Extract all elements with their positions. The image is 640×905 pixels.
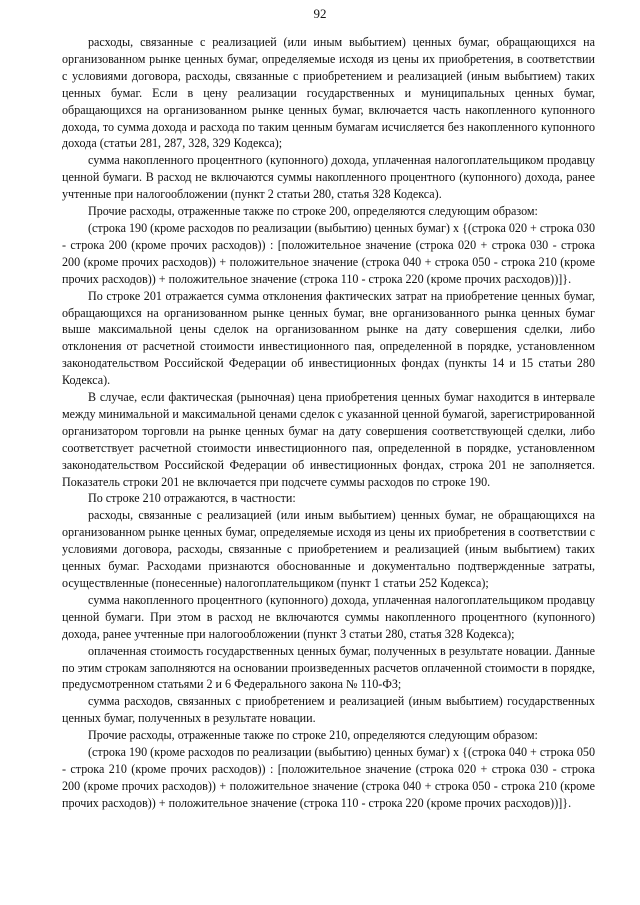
formula-paragraph: (строка 190 (кроме расходов по реализации (выбытию) ценных бумаг) x {(строка 040 + строка 050 - строка 210 (кроме прочих расходов)) : [положительное значение (строка 020 + строка 030 - строка 200 (кроме прочих расходов)) + положительное значение (строка 040 + строка 050 - строка 210 (кроме прочих расходов)) + положительное значение (строка 110 - строка 220 (кроме прочих расходов))]}. (62, 745, 595, 810)
paragraph: сумма накопленного процентного (купонного) дохода, уплаченная налогоплательщиком продавцу ценной бумаги. В расход не включаются суммы накопленного процентного (купонного) дохода, ранее учтенные при налогообложении (пункт 2 статьи 280, статья 328 Кодекса). (62, 153, 595, 202)
paragraph: сумма расходов, связанных с приобретением и реализацией (иным выбытием) государственных ценных бумаг, полученных в результате новации. (62, 694, 595, 726)
paragraph: Прочие расходы, отраженные также по строке 210, определяются следующим образом: (88, 728, 538, 743)
paragraph: сумма накопленного процентного (купонного) дохода, уплаченная налогоплательщиком продавцу ценной бумаги. При этом в расход не включаются суммы накопленного процентного (купонного) дохода, ранее учтенные при налогообложении (пункт 3 статьи 280, статья 328 Кодекса); (62, 592, 595, 641)
document-body (62, 34, 595, 812)
paragraph: По строке 210 отражаются, в частности: (88, 491, 296, 506)
paragraph: По строке 201 отражается сумма отклонения фактических затрат на приобретение ценных бумаг, обращающихся на организованном рынке ценных бумаг, вне организованного рынка ценных бумаг выше максимальной цены сделок на организованном рынке на дату совершения сделки, либо отклонения от расчетной стоимости инвестиционного пая, определенной в порядке, установленном законодательством Российской Федерации об инвестиционных фондах (пункты 14 и 15 статьи 280 Кодекса). (62, 288, 595, 388)
paragraph: оплаченная стоимость государственных ценных бумаг, полученных в результате новации. Данные по этим строкам заполняются на основании произведенных расчетов оплаченной стоимости в порядке, предусмотренном статьями 2 и 6 Федерального закона № 110-ФЗ; (62, 643, 595, 692)
page-number: 92 (313, 6, 327, 21)
paragraph: расходы, связанные с реализацией (или иным выбытием) ценных бумаг, не обращающихся на организованном рынке ценных бумаг, определяемые исходя из цены их приобретения в соответствии с условиями договора, расходы, связанные с приобретением и реализацией (иным выбытием) таких ценных бумаг. Расходами признаются обоснованные и документально подтвержденные затраты, осуществленные (понесенные) налогоплательщиком (пункт 1 статьи 252 Кодекса); (62, 508, 595, 590)
paragraph: расходы, связанные с реализацией (или иным выбытием) ценных бумаг, обращающихся на организованном рынке ценных бумаг, определяемые исходя из цены их приобретения, в соответствии с условиями договора, расходы, связанные с приобретением и реализацией (иным выбытием) таких ценных бумаг. Если в цену реализации государственных и муниципальных ценных бумаг, обращающихся на организованном рынке ценных бумаг, включается часть накопленного купонного дохода, то сумма дохода и расхода по таким ценным бумагам исчисляется без накопленного купонного дохода (статьи 281, 287, 328, 329 Кодекса); (62, 35, 595, 151)
paragraph: В случае, если фактическая (рыночная) цена приобретения ценных бумаг находится в интервале между минимальной и максимальной ценами сделок с указанной ценной бумагой, зарегистрированной организатором торговли на рынке ценных бумаг на дату совершения соответствующей сделки, либо соответствует расчетной стоимости инвестиционного пая, определенной в порядке, установленном законодательством Российской Федерации об инвестиционных фондах, строка 201 не заполняется. Показатель строки 201 не включается при подсчете суммы расходов по строке 190. (62, 390, 595, 489)
formula-paragraph: (строка 190 (кроме расходов по реализации (выбытию) ценных бумаг) x {(строка 020 + строка 030 - строка 200 (кроме прочих расходов)) : [положительное значение (строка 020 + строка 030 - строка 200 (кроме прочих расходов)) + положительное значение (строка 040 + строка 050 - строка 210 (кроме прочих расходов)) + положительное значение (строка 110 - строка 220 (кроме прочих расходов))]}. (62, 220, 595, 286)
paragraph: Прочие расходы, отраженные также по строке 200, определяются следующим образом: (88, 204, 538, 219)
